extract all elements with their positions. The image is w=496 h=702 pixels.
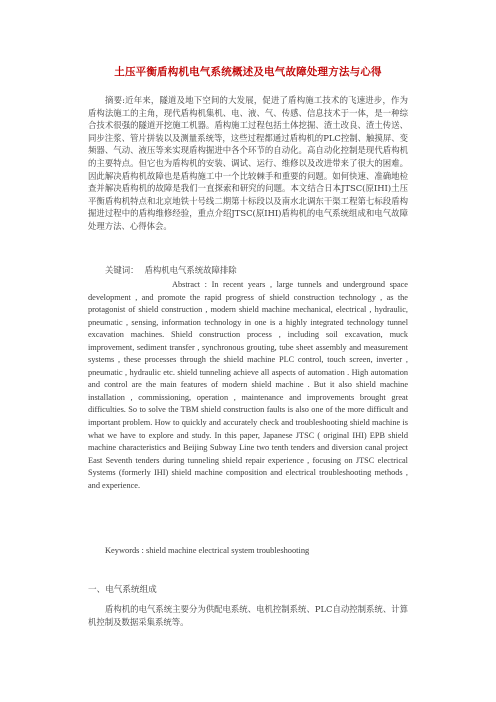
document-title: 土压平衡盾构机电气系统概述及电气故障处理方法与心得 [114, 66, 382, 78]
section-body: 盾构机的电气系统主要分为供配电系统、电机控制系统、PLC自动控制系统、计算机控制及数据采集系统等。 [88, 604, 408, 627]
section-heading: 一、电气系统组成 [88, 585, 157, 595]
keywords-chinese-label: 关键词： [105, 265, 139, 275]
abstract-english: Abstract : In recent years , large tunnels and underground space development , and promote the rapid progress of shield construction technology , as the protagonist of shield construction , modern shield machine mechanical, electrical , hydraulic, pneumatic , sensing, information technology in one is a highly integrated technology tunnel excavation machines. Shield construction process , including soil excavation, muck improvement, sediment transfer , synchronous grouting, tube sheet assembly and measurement systems , these processes through the shield machine PLC control, touch screen, inverter , pneumatic , hydraulic etc. shield tunneling achieve all aspects of automation . High automation and control are the main features of modern shield machine . But it also shield machine installation , commissioning, operation , maintenance and improvements brought great difficulties. So to solve the TBM shield construction faults is also one of the more difficult and important problem. How to quickly and accurately check and troubleshooting shield machine is what we have to explore and study. In this paper, Japanese JTSC ( original IHI) EPB shield machine characteristics and Beijing Subway Line two tenth tenders and diversion canal project East Seventh tenders during tunneling shield repair experience , focusing on JTSC electrical Systems (formerly IHI) shield machine composition and electrical troubleshooting methods , and experience. [88, 280, 408, 490]
keywords-english: Keywords : shield machine electrical system troubleshooting [105, 546, 310, 555]
abstract-chinese: 摘要:近年来，隧道及地下空间的大发展，促进了盾构施工技术的飞速进步，作为盾构法施工的主角，现代盾构机集机、电、液、气、传感、信息技术于一体，是一种综合技术很强的隧道开挖施工机器。盾构施工过程包括土体挖掘、渣土改良、渣土传送、同步注浆、管片拼装以及测量系统等，这些过程都通过盾构机的PLC控制、触摸屏、变频器、气动、液压等来实现盾构掘进中各个环节的自动化。高自动化控制是现代盾构机的主要特点。但它也为盾构机的安装、调试、运行、维修以及改进带来了很大的困难。因此解决盾构机故障也是盾构施工中一个比较棘手和重要的问题。如何快速、准确地检查并解决盾构机的故障是我们一直探索和研究的问题。本文结合日本JTSC(原IHI)土压平衡盾构机特点和北京地铁十号线二期第十标段以及南水北调东干渠工程第七标段盾构掘进过程中的盾构维修经验，重点介绍JTSC(原IHI)盾构机的电气系统组成和电气故障处理方法、心得体会。 [88, 95, 408, 231]
keywords-chinese [105, 264, 405, 277]
keywords-chinese-text: 盾构机电气系统故障排除 [144, 265, 237, 275]
